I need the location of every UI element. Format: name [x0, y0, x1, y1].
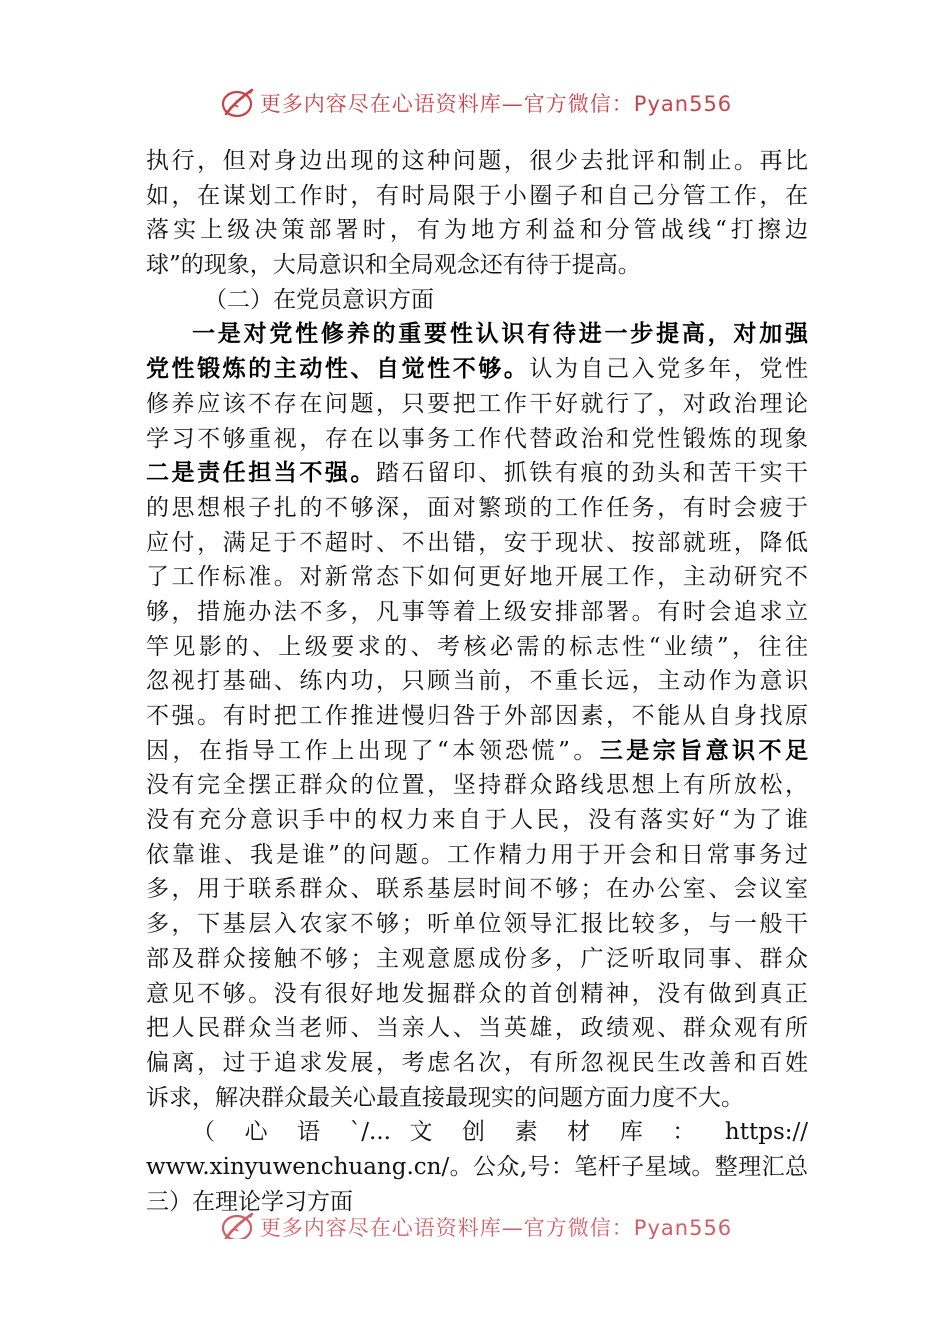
- source-note-url-line: www.xinyuwenchuang.cn/。公众,号：笔杆子星域。整理汇总: [146, 1153, 808, 1180]
- watermark-footer: [0, 1203, 950, 1239]
- paragraph-line: 没有完全摆正群众的位置，坚持群众路线思想上有所放松，: [146, 772, 808, 799]
- paragraph-line: 应付，满足于不超时、不出错，安于现状、按部就班，降低: [146, 529, 808, 556]
- paragraph-line: 多，用于联系群众、联系基层时间不够；在办公室、会议室: [146, 876, 808, 903]
- pen-logo-icon: [218, 1210, 256, 1239]
- watermark-text: 更多内容尽在心语资料库—官方微信：Pyan556: [259, 92, 733, 116]
- bold-point-one: 一是对党性修养的重要性认识有待进一步提高，对加强: [192, 320, 808, 348]
- watermark-text: 更多内容尽在心语资料库—官方微信：Pyan556: [259, 1216, 733, 1239]
- paragraph-line: 部及群众接触不够；主观意愿成份多，广泛听取同事、群众: [146, 945, 808, 972]
- source-note-line: （ 心 语 `/... 文 创 素 材 库 ： https://: [192, 1119, 808, 1146]
- paragraph-line: 二是责任担当不强。踏石留印、抓铁有痕的劲头和苦干实干: [146, 459, 808, 487]
- paragraph-line: 的思想根子扎的不够深，面对繁琐的工作任务，有时会疲于: [146, 494, 808, 521]
- paragraph-line: 竿见影的、上级要求的、考核必需的标志性“业绩”，往往: [146, 633, 808, 660]
- paragraph-line: 修养应该不存在问题，只要把工作干好就行了，对政治理论: [146, 390, 808, 417]
- paragraph-line: 党性锻炼的主动性、自觉性不够。认为自己入党多年，党性: [146, 355, 808, 383]
- paragraph-line: 如，在谋划工作时，有时局限于小圈子和自己分管工作，在: [146, 182, 808, 209]
- paragraph-line: 意见不够。没有很好地发掘群众的首创精神，没有做到真正: [146, 980, 808, 1007]
- paragraph-line: 够，措施办法不多，凡事等着上级安排部署。有时会追求立: [146, 598, 808, 625]
- section-heading-theory-study: 三）在理论学习方面: [146, 1188, 353, 1215]
- paragraph-line: 偏离，过于追求发展，考虑名次，有所忽视民生改善和百姓: [146, 1049, 808, 1076]
- paragraph-line: 因，在指导工作上出现了“本领恐慌”。三是宗旨意识不足: [146, 736, 808, 764]
- document-body: [146, 144, 808, 1219]
- paragraph-line: 多，下基层入农家不够；听单位领导汇报比较多，与一般干: [146, 911, 808, 938]
- paragraph-line: 不强。有时把工作推进慢归咎于外部因素，不能从自身找原: [146, 703, 808, 729]
- paragraph-line: 落实上级决策部署时，有为地方利益和分管战线“打擦边: [146, 217, 808, 244]
- paragraph-line: 把人民群众当老师、当亲人、当英雄，政绩观、群众观有所: [146, 1015, 808, 1042]
- section-heading-party-awareness: （二）在党员意识方面: [204, 286, 434, 313]
- paragraph-line: 学习不够重视，存在以事务工作代替政治和党性锻炼的现象: [146, 425, 808, 452]
- paragraph-line: 依靠谁、我是谁”的问题。工作精力用于开会和日常事务过: [146, 841, 808, 868]
- paragraph-line: 没有充分意识手中的权力来自于人民，没有落实好“为了谁: [146, 807, 808, 834]
- paragraph-line: 执行，但对身边出现的这种问题，很少去批评和制止。再比: [146, 148, 808, 174]
- watermark-header: [0, 83, 950, 123]
- paragraph-line: 忽视打基础、练内功，只顾当前，不重长远，主动作为意识: [146, 668, 808, 695]
- bold-point-two: 二是责任担当不强。: [146, 459, 377, 487]
- bold-point-three: 三是宗旨意识不足: [599, 736, 808, 764]
- paragraph-line: [146, 317, 808, 352]
- paragraph-line: 诉求，解决群众最关心最直接最现实的问题方面力度不大。: [146, 1084, 744, 1111]
- pen-logo-icon: [218, 86, 256, 120]
- paragraph-line: 球”的现象，大局意识和全局观念还有待于提高。: [146, 252, 641, 279]
- paragraph-line: 了工作标准。对新常态下如何更好地开展工作，主动研究不: [146, 564, 808, 591]
